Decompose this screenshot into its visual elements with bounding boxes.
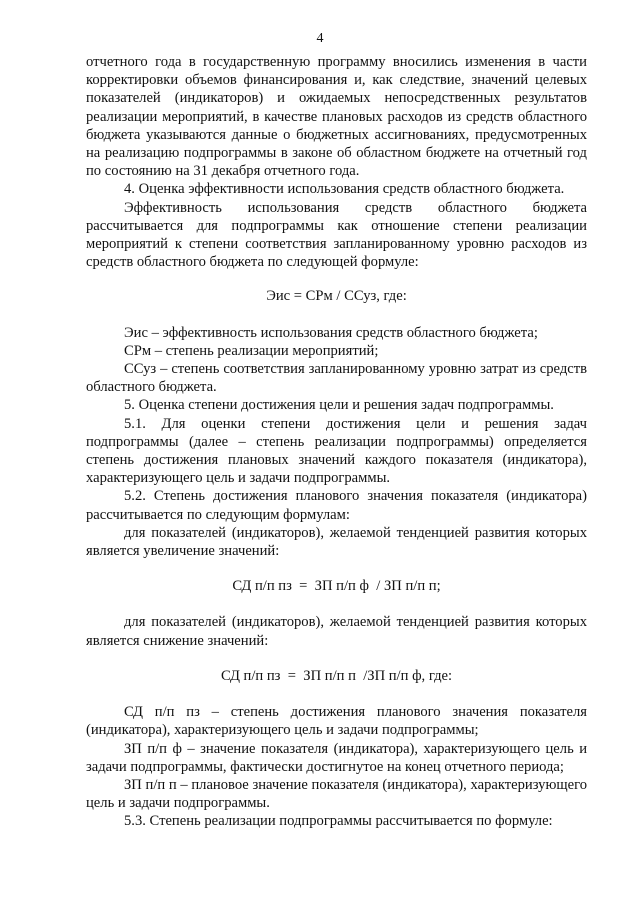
definition-srm: СРм – степень реализации мероприятий; [124,342,379,359]
definition-eis: Эис – эффективность использования средств областного бюджета; [124,324,538,341]
paragraph-5-2: 5.2. Степень достижения планового значения показателя (индикатора) рассчитывается по следующим формулам: [86,488,587,523]
page-number: 4 [316,31,324,46]
formula-increase: СД п/п пз = ЗП п/п ф / ЗП п/п п; [232,578,441,595]
paragraph-plan-expenses: отчетного года в государственную программу вносились изменения в части корректировки объемов финансирования и, как следствие, значений целевых показателей (индикаторов) и ожидаемых непосредственных результатов реализации мероприятий, в качестве плановых расходов из средств областного бюджета указываются данные о бюджетных ассигнованиях, предусмотренных на реализацию подпрограммы в законе об областном бюджете на отчетный год по состоянию на 31 декабря отчетного года. [86,54,587,180]
paragraph-decrease: для показателей (индикаторов), желаемой тенденцией развития которых является снижение значений: [86,614,587,649]
definition-zp-p: ЗП п/п п – плановое значение показателя (индикатора), характеризующего цель и задачи подпрограммы. [86,776,587,812]
definition-sd: СД п/п пз – степень достижения планового значения показателя (индикатора), характеризующего цель и задачи подпрограммы; [86,704,587,739]
page-content [86,53,587,831]
paragraph-increase: для показателей (индикаторов), желаемой тенденцией развития которых является увеличение значений: [86,524,587,560]
paragraph-5-1: 5.1. Для оценки степени достижения цели и решения задач подпрограммы (далее – степень реализации подпрограммы) определяется степень достижения плановых значений каждого показателя (индикатора), характеризующего цель и задачи подпрограммы. [86,415,587,487]
section-4-heading: 4. Оценка эффективности использования средств областного бюджета. [124,181,565,198]
section-5-heading: 5. Оценка степени достижения цели и решения задач подпрограммы. [124,397,554,414]
definition-zp-f: ЗП п/п ф – значение показателя (индикатора), характеризующего цель и задачи подпрограммы, фактически достигнутое на конец отчетного периода; [86,740,587,775]
paragraph-efficiency: Эффективность использования средств областного бюджета рассчитывается для подпрограммы как отношение степени реализации мероприятий к степени соответствия запланированному уровню расходов из средств областного бюджета по следующей формуле: [86,199,587,271]
definition-ssuz: ССуз – степень соответствия запланированному уровню затрат из средств областного бюджета. [86,361,587,396]
paragraph-5-3: 5.3. Степень реализации подпрограммы рассчитывается по формуле: [124,813,553,830]
formula-decrease: СД п/п пз = ЗП п/п п /ЗП п/п ф, где: [220,667,453,684]
formula-efficiency: Эис = СРм / ССуз, где: [266,288,407,305]
